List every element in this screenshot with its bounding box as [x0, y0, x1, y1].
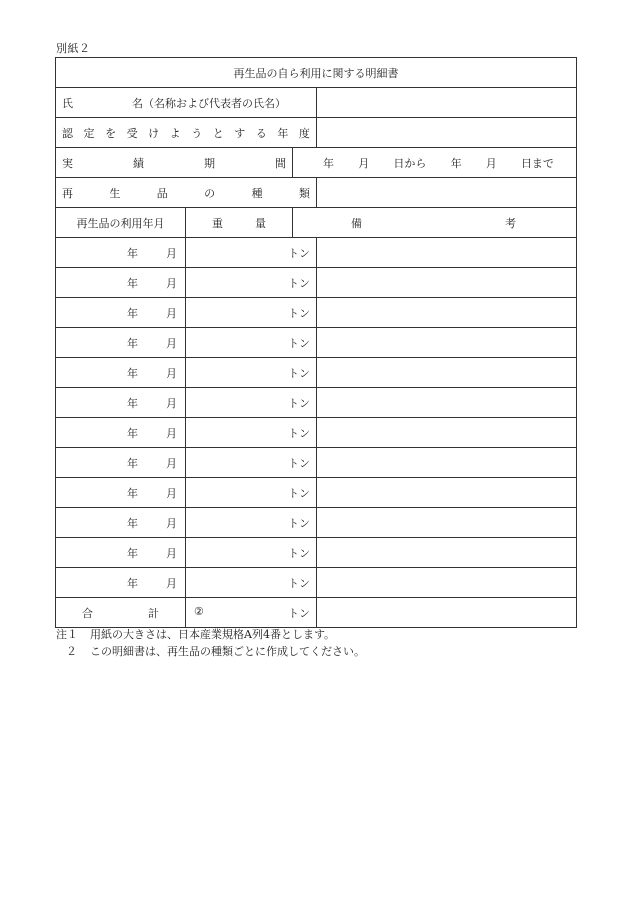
name-label-cell	[56, 88, 317, 118]
product-type-label-char: 生	[109, 186, 121, 200]
remarks-cell[interactable]	[317, 478, 577, 508]
note-1-mark: 注１	[56, 628, 78, 641]
weight-cell[interactable]: トン	[186, 328, 317, 358]
year-unit: 年	[127, 336, 138, 350]
certified-year-label	[56, 125, 316, 141]
certified-year-input-cell[interactable]	[317, 118, 577, 148]
total-row	[56, 598, 577, 628]
remarks-cell[interactable]	[317, 388, 577, 418]
month-unit: 月	[166, 396, 177, 410]
table-row	[56, 298, 577, 328]
usage-month-cell[interactable]	[56, 508, 186, 538]
remarks-header-char: 考	[505, 216, 516, 230]
period-label-char: 績	[133, 156, 144, 170]
certified-year-row	[56, 118, 577, 148]
weight-cell[interactable]: トン	[186, 238, 317, 268]
product-type-label-char: 品	[156, 186, 168, 200]
usage-month-cell[interactable]	[56, 358, 186, 388]
table-row	[56, 538, 577, 568]
table-row	[56, 388, 577, 418]
remarks-cell[interactable]	[317, 328, 577, 358]
table-row	[56, 568, 577, 598]
usage-month-header: 再生品の利用年月	[56, 208, 186, 238]
month-unit: 月	[166, 306, 177, 320]
usage-month-cell[interactable]	[56, 418, 186, 448]
period-label-char: 期	[204, 156, 215, 170]
certified-year-label-char: と	[212, 126, 224, 140]
certified-year-label-char: 定	[83, 126, 95, 140]
month-unit: 月	[166, 456, 177, 470]
weight-header	[186, 208, 293, 238]
month-unit: 月	[166, 276, 177, 290]
notes	[56, 626, 365, 660]
period-value-part-char: 日まで	[520, 156, 554, 170]
period-value-part-char: 日から	[393, 156, 427, 170]
remarks-cell[interactable]	[317, 238, 577, 268]
usage-month-cell[interactable]	[56, 238, 186, 268]
certified-year-label-char: る	[255, 126, 267, 140]
table-row	[56, 268, 577, 298]
year-unit: 年	[127, 366, 138, 380]
remarks-cell[interactable]	[317, 298, 577, 328]
weight-cell[interactable]: トン	[186, 418, 317, 448]
weight-cell[interactable]: トン	[186, 478, 317, 508]
table-header-row	[56, 208, 577, 238]
period-label-char: 実	[62, 156, 73, 170]
title-row	[56, 58, 577, 88]
month-unit: 月	[166, 246, 177, 260]
period-value-cell[interactable]	[293, 148, 577, 178]
weight-cell[interactable]: トン	[186, 538, 317, 568]
year-unit: 年	[127, 276, 138, 290]
weight-cell[interactable]: トン	[186, 268, 317, 298]
note-2-text: この明細書は、再生品の種類ごとに作成してください。	[90, 645, 365, 658]
product-type-label-char: の	[204, 186, 216, 200]
year-unit: 年	[127, 396, 138, 410]
usage-month-cell[interactable]	[56, 268, 186, 298]
year-unit: 年	[127, 516, 138, 530]
detail-form-table	[55, 57, 577, 628]
product-type-label-cell	[56, 178, 317, 208]
table-row	[56, 478, 577, 508]
month-unit: 月	[166, 366, 177, 380]
name-input-cell[interactable]	[317, 88, 577, 118]
usage-month-cell[interactable]	[56, 538, 186, 568]
period-label	[56, 155, 292, 171]
usage-month-cell[interactable]	[56, 388, 186, 418]
year-unit: 年	[127, 306, 138, 320]
note-2	[56, 643, 365, 660]
usage-month-cell[interactable]	[56, 298, 186, 328]
note-1	[56, 626, 365, 643]
remarks-cell[interactable]	[317, 268, 577, 298]
product-type-label-char: 類	[298, 186, 310, 200]
total-unit: トン	[288, 606, 310, 620]
year-unit: 年	[127, 546, 138, 560]
remarks-cell[interactable]	[317, 508, 577, 538]
year-unit: 年	[127, 456, 138, 470]
remarks-header	[293, 208, 577, 238]
usage-month-cell[interactable]	[56, 478, 186, 508]
weight-cell[interactable]: トン	[186, 298, 317, 328]
weight-cell[interactable]: トン	[186, 508, 317, 538]
remarks-cell[interactable]	[317, 538, 577, 568]
product-type-label-char: 種	[251, 186, 263, 200]
name-label-first: 氏	[62, 96, 73, 110]
note-2-mark: ２	[66, 645, 77, 658]
total-marker: ②	[194, 604, 204, 618]
remarks-header-char: 備	[351, 216, 362, 230]
usage-month-cell[interactable]	[56, 328, 186, 358]
year-unit: 年	[127, 576, 138, 590]
total-weight-cell[interactable]	[186, 598, 317, 628]
certified-year-label-char: 度	[298, 126, 310, 140]
certified-year-label-char: す	[234, 126, 246, 140]
certified-year-label-char: よ	[169, 126, 181, 140]
weight-cell[interactable]: トン	[186, 568, 317, 598]
total-label-cell	[56, 598, 186, 628]
certified-year-label-char: 年	[277, 126, 289, 140]
total-label-char: 合	[82, 606, 93, 620]
weight-cell[interactable]: トン	[186, 388, 317, 418]
name-label-rest: 名（名称および代表者の氏名）	[132, 96, 286, 110]
table-row	[56, 418, 577, 448]
name-row	[56, 88, 577, 118]
weight-cell[interactable]: トン	[186, 448, 317, 478]
month-unit: 月	[166, 426, 177, 440]
certified-year-label-char: け	[148, 126, 160, 140]
year-unit: 年	[127, 246, 138, 260]
certified-year-label-char: う	[191, 126, 203, 140]
month-unit: 月	[166, 576, 177, 590]
product-type-input-cell[interactable]	[317, 178, 577, 208]
period-value	[293, 155, 576, 171]
table-row	[56, 358, 577, 388]
year-unit: 年	[127, 426, 138, 440]
table-row	[56, 448, 577, 478]
period-label-cell	[56, 148, 293, 178]
note-1-text: 用紙の大きさは、日本産業規格A列4番とします。	[90, 628, 336, 641]
period-value-part-char: 年	[323, 156, 334, 170]
total-label-char: 計	[148, 606, 159, 620]
product-type-label	[56, 185, 316, 201]
period-row	[56, 148, 577, 178]
weight-header-char: 重	[212, 216, 223, 230]
table-row	[56, 328, 577, 358]
month-unit: 月	[166, 486, 177, 500]
month-unit: 月	[166, 516, 177, 530]
remarks-cell[interactable]	[317, 568, 577, 598]
form-title: 再生品の自ら利用に関する明細書	[56, 58, 577, 88]
remarks-cell[interactable]	[317, 448, 577, 478]
product-type-row	[56, 178, 577, 208]
month-unit: 月	[166, 336, 177, 350]
total-remarks-cell[interactable]	[317, 598, 577, 628]
month-unit: 月	[166, 546, 177, 560]
usage-month-cell[interactable]	[56, 568, 186, 598]
weight-header-char: 量	[255, 216, 266, 230]
table-row	[56, 238, 577, 268]
period-value-part-char: 月	[485, 156, 497, 170]
period-value-part-char: 月	[358, 156, 370, 170]
certified-year-label-char: 認	[62, 126, 73, 140]
usage-month-cell[interactable]	[56, 448, 186, 478]
weight-cell[interactable]: トン	[186, 358, 317, 388]
annex-label: 別紙２	[56, 42, 91, 55]
product-type-label-char: 再	[62, 186, 73, 200]
remarks-cell[interactable]	[317, 418, 577, 448]
table-row	[56, 508, 577, 538]
certified-year-label-char: を	[105, 126, 117, 140]
period-label-char: 間	[275, 156, 286, 170]
certified-year-label-char: 受	[126, 126, 138, 140]
year-unit: 年	[127, 486, 138, 500]
remarks-cell[interactable]	[317, 358, 577, 388]
period-value-part-char: 年	[450, 156, 462, 170]
certified-year-label-cell	[56, 118, 317, 148]
